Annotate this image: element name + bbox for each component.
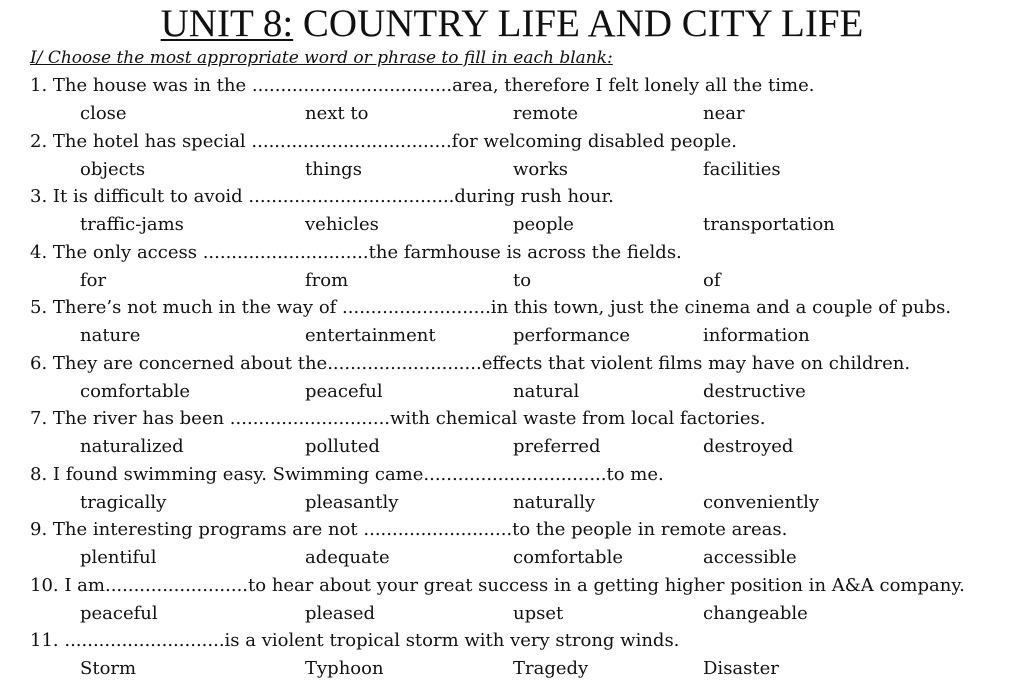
question-8: 8. I found swimming easy. Swimming came................................to me. <box>30 464 664 485</box>
option-5d[interactable]: information <box>703 325 810 346</box>
question-5: 5. There’s not much in the way of ..........................in this town, just the cinema and a couple of pubs. <box>30 297 952 318</box>
question-9: 9. The interesting programs are not ..........................to the people in remote areas. <box>30 519 788 540</box>
option-11d[interactable]: Disaster <box>703 658 779 679</box>
question-2: 2. The hotel has special ...................................for welcoming disabled people. <box>30 131 737 152</box>
option-1d[interactable]: near <box>703 103 745 124</box>
unit-topic: COUNTRY LIFE AND CITY LIFE <box>293 2 864 45</box>
unit-label: UNIT 8: <box>160 2 294 45</box>
option-1a[interactable]: close <box>80 103 127 124</box>
option-4d[interactable]: of <box>703 270 721 291</box>
option-9a[interactable]: plentiful <box>80 547 157 568</box>
option-11b[interactable]: Typhoon <box>305 658 384 679</box>
option-5a[interactable]: nature <box>80 325 141 346</box>
question-10: 10. I am.........................to hear about your great success in a getting higher position in A&A company. <box>30 575 965 596</box>
option-10b[interactable]: pleased <box>305 603 376 624</box>
section-instruction: I/ Choose the most appropriate word or phrase to fill in each blank: <box>30 48 613 68</box>
option-6a[interactable]: comfortable <box>80 381 190 402</box>
option-10c[interactable]: upset <box>513 603 564 624</box>
option-3a[interactable]: traffic-jams <box>80 214 184 235</box>
option-7a[interactable]: naturalized <box>80 436 184 457</box>
option-9b[interactable]: adequate <box>305 547 390 568</box>
option-7b[interactable]: polluted <box>305 436 380 457</box>
option-2c[interactable]: works <box>513 159 568 180</box>
option-8d[interactable]: conveniently <box>703 492 820 513</box>
option-2b[interactable]: things <box>305 159 362 180</box>
question-3: 3. It is difficult to avoid ....................................during rush hour. <box>30 186 614 207</box>
option-4c[interactable]: to <box>513 270 532 291</box>
option-11c[interactable]: Tragedy <box>513 658 589 679</box>
option-1b[interactable]: next to <box>305 103 369 124</box>
option-2d[interactable]: facilities <box>703 159 781 180</box>
option-10d[interactable]: changeable <box>703 603 808 624</box>
question-11: 11. ............................is a violent tropical storm with very strong winds. <box>30 630 680 651</box>
option-6d[interactable]: destructive <box>703 381 806 402</box>
option-3b[interactable]: vehicles <box>305 214 379 235</box>
option-4b[interactable]: from <box>305 270 349 291</box>
option-1c[interactable]: remote <box>513 103 579 124</box>
option-6b[interactable]: peaceful <box>305 381 383 402</box>
option-8c[interactable]: naturally <box>513 492 596 513</box>
option-3c[interactable]: people <box>513 214 574 235</box>
option-9d[interactable]: accessible <box>703 547 797 568</box>
option-9c[interactable]: comfortable <box>513 547 623 568</box>
option-5c[interactable]: performance <box>513 325 631 346</box>
option-8a[interactable]: tragically <box>80 492 167 513</box>
question-1: 1. The house was in the ...................................area, therefore I felt lonely all the time. <box>30 75 815 96</box>
option-10a[interactable]: peaceful <box>80 603 158 624</box>
option-2a[interactable]: objects <box>80 159 146 180</box>
option-8b[interactable]: pleasantly <box>305 492 399 513</box>
option-11a[interactable]: Storm <box>80 658 137 679</box>
question-7: 7. The river has been ............................with chemical waste from local factories. <box>30 408 766 429</box>
option-6c[interactable]: natural <box>513 381 580 402</box>
option-4a[interactable]: for <box>80 270 107 291</box>
question-6: 6. They are concerned about the...........................effects that violent films may have on children. <box>30 353 911 374</box>
option-3d[interactable]: transportation <box>703 214 835 235</box>
option-7d[interactable]: destroyed <box>703 436 794 457</box>
option-5b[interactable]: entertainment <box>305 325 436 346</box>
page-title <box>0 2 1024 46</box>
option-7c[interactable]: preferred <box>513 436 601 457</box>
question-4: 4. The only access .............................the farmhouse is across the fields. <box>30 242 682 263</box>
